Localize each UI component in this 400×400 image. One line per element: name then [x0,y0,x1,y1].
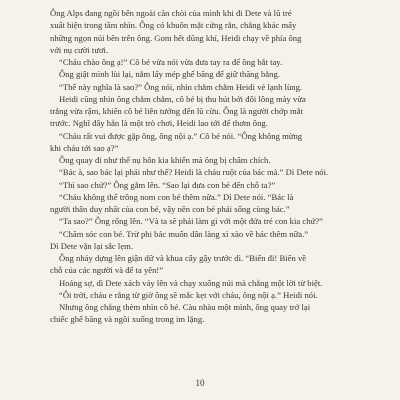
text-line: “Bác à, sao bác lại phải như thế? Heidi là cháu ruột của bác mà.” Dì Dete nói. [59,167,329,178]
text-line: xuất hiện trong tầm nhìn. Ông có khuôn mặt cứng rắn, chẳng khác mấy [50,20,297,31]
paragraph [50,7,366,56]
text-line: Hoảng sợ, dì Dete xách váy lên và chạy xuống núi mà chẳng một lời từ biệt. [59,277,323,288]
paragraph [50,93,366,130]
text-line: Ông Alps đang ngồi bên ngoài căn chòi của mình khi đi Dete và lũ trẻ [50,8,292,18]
paragraph [50,228,366,253]
text-line: những ngọn núi bên trên ông. Gom hết dũng khí, Heidi chạy về phía ông [50,32,302,43]
text-line: Dì Dete vặn lại sắc lẹm. [50,240,134,251]
text-line: Ông nhảy dựng lên giận dữ và khua cây gậy trước dì. “Biến đi! Biến về [59,253,307,263]
story-text [50,7,366,326]
text-line: chiếc ghế băng và ngồi xuống trong im lặng. [50,314,205,325]
text-line: “Ta sao?” Ông rống lên. “Và ta sẽ phải làm gì với một đứa trẻ con kia chứ?” [59,216,323,227]
text-line: khi cháu tới sao ạ?” [50,142,119,153]
paragraph [50,289,366,301]
paragraph [50,130,366,155]
text-line: Ông quay đi như thể nụ hôn kia khiến mà ông bị châm chích. [59,155,271,165]
text-line: “Cháu không thể trông nom con bé thêm nữa.” Dì Dete nói. “Bác là [59,191,294,202]
text-line: “Cháu rất vui được gặp ông, ông nội ạ.” Cô bé nói. “Ông không mừng [59,130,303,141]
text-line: người thân duy nhất của con bé, vậy nên con bé phải sống cùng bác.” [50,204,290,214]
paragraph [50,179,366,191]
text-line: “Ôi trời, cháu e rằng từ giờ ông sẽ mắc kẹt với cháu, ông nội ạ.” Heidi nói. [59,289,318,300]
text-line: chỗ của các người và để ta yên!” [50,265,164,276]
paragraph [50,81,366,93]
paragraph [50,301,366,326]
text-line: với nụ cười tươi. [50,44,109,55]
paragraph [50,191,366,216]
paragraph [50,154,366,166]
text-line: Nhưng ông chẳng thèm nhìn cô bé. Càu nhàu một mình, ông quay trở lại [59,302,311,312]
text-line: “Cháu chào ông ạ!” Cô bé vừa nói vừa đưa tay ra để ông bắt tay. [59,57,283,67]
paragraph [50,166,366,178]
text-line: trước. Nghĩ đây hẳn là một trò chơi, Heidi lao tới để thơm ông. [50,118,268,129]
paragraph [50,56,366,68]
paragraph [50,215,366,227]
text-line: “Thế này nghĩa là sao?” Ông nói, nhìn chằm chằm Heidi vẻ lạnh lùng. [59,81,303,92]
text-line: Ông giật mình lùi lại, nắm lấy mép ghế băng để giữ thăng bằng. [59,69,280,80]
text-line: “Thì sao chứ?” Ông gằm lên. “Sao lại đưa con bé đến chỗ ta?” [59,179,276,190]
text-line: “Chăm sóc con bé. Trừ phi bác muốn dân làng xì xào về bác thêm nữa.” [59,228,309,239]
paragraph [50,68,366,80]
text-line: trắng vừa rậm, khiến cô bé liên tưởng đến lũ cừu. Ông là người chớp mắt [50,106,304,116]
paragraph [50,277,366,289]
paragraph [50,252,366,277]
text-line: Heidi cũng nhìn ông chằm chằm, cô bé bị thu hút bởi đôi lông mày vừa [59,93,306,104]
page-number: 10 [195,378,205,388]
